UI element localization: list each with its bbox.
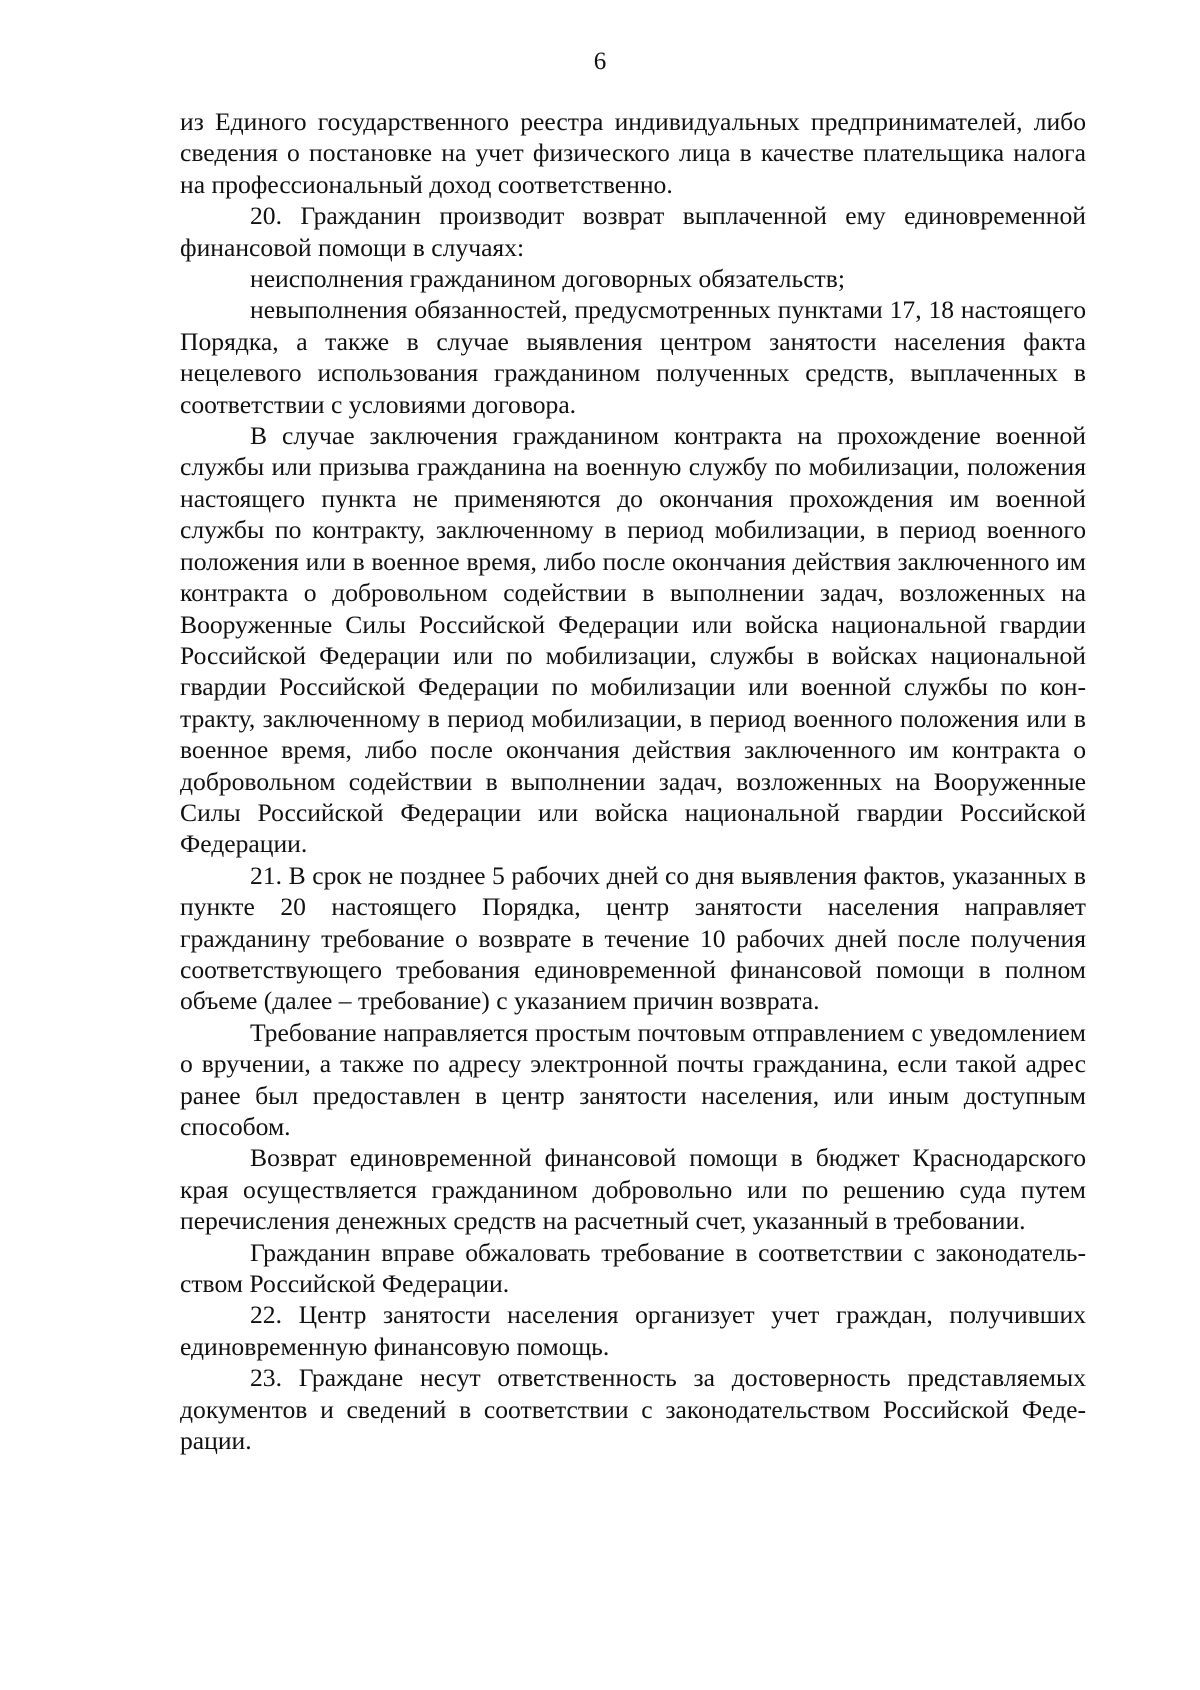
paragraph-item-21: 21. В срок не позднее 5 рабочих дней со дня выявления фактов, указанных в пункте 20 настоящего Порядка, центр занятости населения направляет гражданину требование о возврате в течение 10 рабочих дней после получения соответствующего требования единовременной финансовой помощи в полном объеме (далее – требование) с указанием причин возврата.: [180, 860, 1086, 1016]
paragraph-military-exception: В случае заключения гражданином контракта на прохождение военной службы или призыва гражданина на военную службу по мобилизации, положения настоящего пункта не применяются до окончания прохождения им военной службы по контракту, заключенному в период мобилизации, в период военного положения или в военное время, либо после окончания действия заключенного им контракта о добровольном содействии в выполнении задач, возложенных на Вооруженные Силы Российской Федерации или войска национальной гвардии Российской Федерации или по мобилизации, службы в войсках национальной гвардии Российской Федерации по мобилизации или военной службы по контракту, заключенному в период мобилизации, в период военного положения или в военное время, либо после окончания действия заключенного им контракта о добровольном содействии в выполнении задач, возложенных на Вооруженные Силы Российской Федерации или войска национальной гвардии Российской Федерации.: [180, 421, 1086, 859]
paragraph-requirement-delivery: Требование направляется простым почтовым отправлением с уведомлением о вручении, а также по адресу электронной почты гражданина, если такой адрес ранее был предоставлен в центр занятости населения, или иным доступным способом.: [180, 1017, 1086, 1141]
paragraph-refund-procedure: Возврат единовременной финансовой помощи в бюджет Краснодарского края осуществляется гражданином добровольно или по решению суда путем перечисления денежных средств на расчетный счет, указанный в требовании.: [180, 1143, 1086, 1236]
paragraph-item-22: 22. Центр занятости населения организует учет граждан, получивших единовременную финансовую помощь.: [180, 1300, 1086, 1361]
paragraph-item-23: 23. Граждане несут ответственность за достоверность представляемых документов и сведений в соответствии с законодательством Российской Федерации.: [180, 1363, 1086, 1456]
paragraph-appeal-right: Гражданин вправе обжаловать требование в соответствии с законодательством Российской Федерации.: [180, 1237, 1086, 1299]
paragraph-continuation: из Единого государственного реестра индивидуальных предпринимателей, либо сведения о постановке на учет физического лица в качестве плательщика налога на профессиональный доход соответственно.: [180, 107, 1086, 199]
paragraph-case-obligations: невыполнения обязанностей, предусмотренных пунктами 17, 18 настоящего Порядка, а также в случае выявления центром занятости населения факта нецелевого использования гражданином полученных средств, выплаченных в соответствии с условиями договора.: [180, 295, 1086, 419]
page-number: 6: [593, 48, 607, 75]
paragraph-case-contract: неисполнения гражданином договорных обязательств;: [250, 264, 845, 294]
document-body: [180, 106, 1086, 1456]
paragraph-item-20: 20. Гражданин производит возврат выплаченной ему единовременной финансовой помощи в случаях:: [180, 201, 1086, 262]
